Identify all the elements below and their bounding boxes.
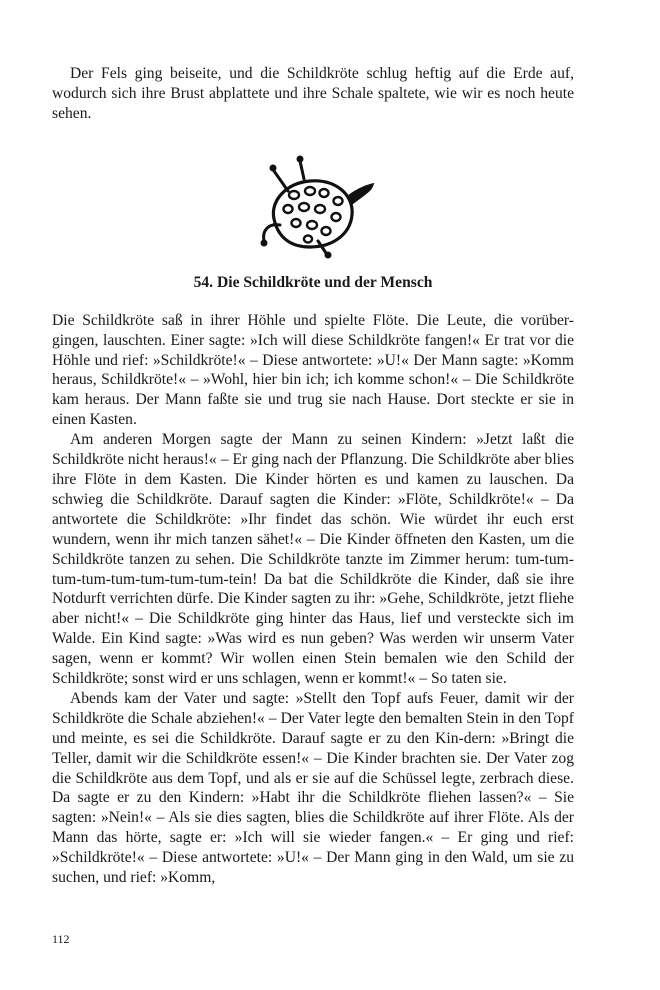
page-body bbox=[52, 64, 574, 888]
story-paragraph-1: Die Schildkröte saß in ihrer Höhle und spielte Flöte. Die Leute, die vorüber-gingen, lauschten. Einer sagte: »Ich will diese Schildkröte fangen!« Er trat vor die Höhle und rief: »Schildkröte!« – Diese antwortete: »U!« Der Mann sagte: »Komm heraus, Schildkröte!« – »Wohl, hier bin ich; ich komme schon!« – Die Schildkröte kam heraus. Der Mann faßte sie und trug sie nach Hause. Dort steckte er sie in einen Kasten. bbox=[52, 311, 574, 429]
story-paragraph-3: Abends kam der Vater und sagte: »Stellt den Topf aufs Feuer, damit wir der Schildkröte die Schale abziehen!« – Der Vater legte den bemalten Stein in den Topf und meinte, es sei die Schildkröte. Darauf sagte er zu den Kin-dern: »Bringt die Teller, damit wir die Schildkröte essen!« – Die Kinder brachten sie. Der Vater zog die Schildkröte aus dem Topf, und als er sie auf die Schüssel legte, zerbrach diese. Da sagte er zu den Kindern: »Habt ihr die Schildkröte fliehen lassen?« – Sie sagten: »Nein!« – Als sie dies sagten, blies die Schildkröte auf ihrer Flöte. Als der Mann das hörte, sagte er: »Ich will sie wieder fangen.« – Er ging und rief: »Schildkröte!« – Diese antwortete: »U!« – Der Mann ging in den Wald, um sie zu suchen, und rief: »Komm, bbox=[52, 689, 574, 887]
page-number: 112 bbox=[52, 932, 70, 946]
turtle-drawing-icon bbox=[248, 151, 378, 261]
intro-paragraph: Der Fels ging beiseite, und die Schildkröte schlug heftig auf die Erde auf, wodurch sich ihre Brust abplattete und ihre Schale spaltete, wie wir es noch heute sehen. bbox=[52, 65, 574, 122]
story-heading: 54. Die Schildkröte und der Mensch bbox=[193, 273, 433, 291]
story-paragraph-2: Am anderen Morgen sagte der Mann zu seinen Kindern: »Jetzt laßt die Schildkröte nicht heraus!« – Er ging nach der Pflanzung. Die Schildkröte aber blies ihre Flöte in dem Kasten. Die Kinder hörten es und kamen zu lauschen. Da schwieg die Schildkröte. Darauf sagten die Kinder: »Flöte, Schildkröte!« – Da antwortete die Schildkröte: »Ihr findet das schön. Wie würdet ihr euch erst wundern, wenn ihr mich tanzen sähet!« – Die Kinder öffneten den Kasten, um die Schildkröte tanzen zu sehen. Die Schildkröte tanzte im Zimmer herum: tum-tum-tum-tum-tum-tum-tum-tum-tein! Da bat die Schildkröte die Kinder, daß sie ihre Notdurft verrichten dürfe. Die Kinder sagten zu ihr: »Gehe, Schildkröte, jetzt fliehe aber nicht!« – Die Schildkröte ging hinter das Haus, lief und versteckte sich im Walde. Ein Kind sagte: »Was wird es nun geben? Was werden wir unserm Vater sagen, wenn er kommt? Wir wollen einen Stein bemalen wie den Schild der Schildkröte; sonst wird er uns schlagen, wenn er kommt!« – So taten sie. bbox=[52, 431, 574, 688]
